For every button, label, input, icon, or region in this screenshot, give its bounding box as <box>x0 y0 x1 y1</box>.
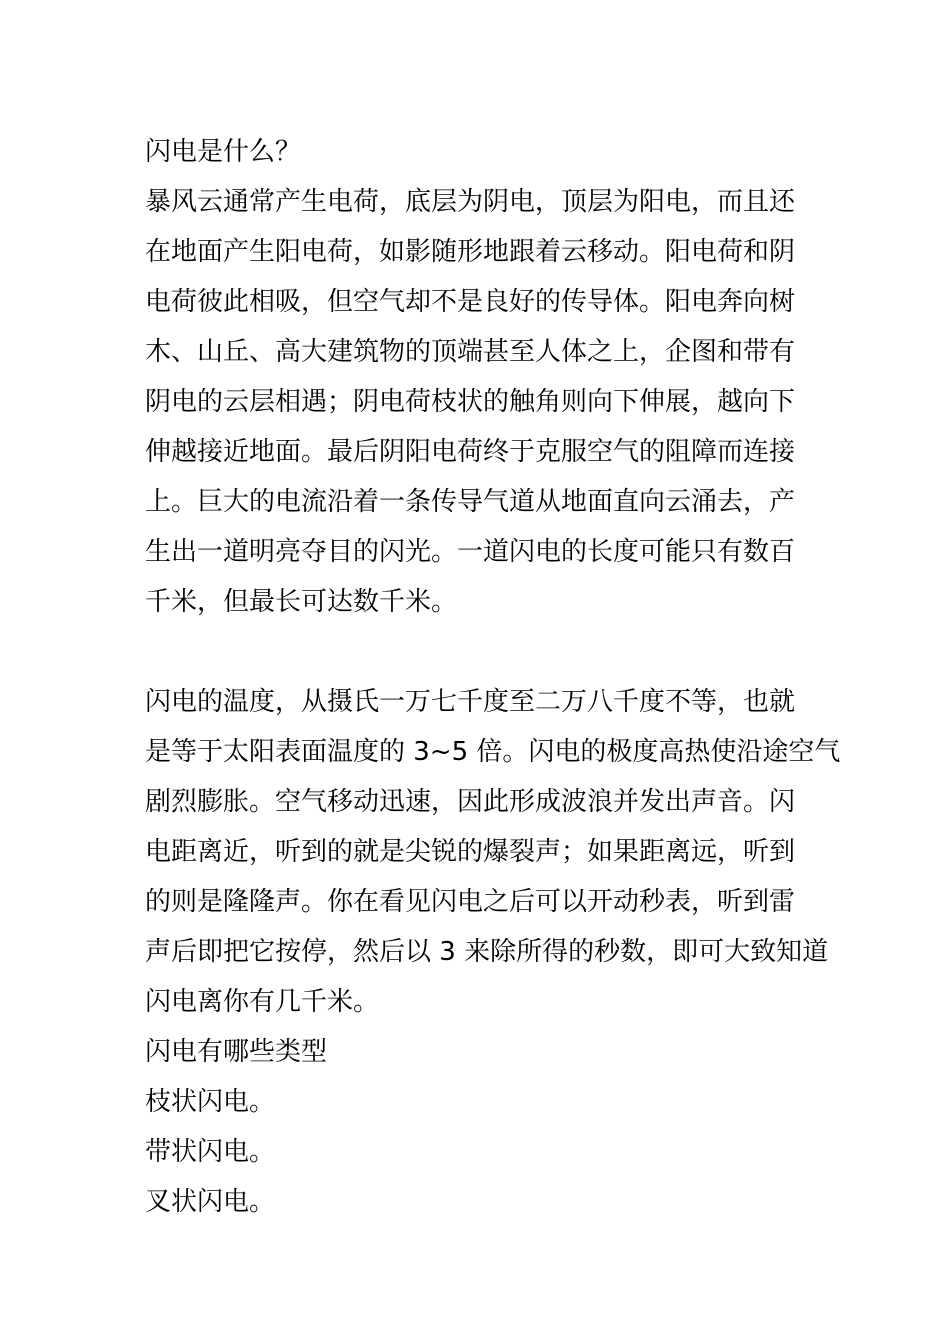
document-body <box>145 127 841 1227</box>
paragraph-line: 木、山丘、高大建筑物的顶端甚至人体之上，企图和带有 <box>145 337 796 367</box>
paragraph-line: 千米，但最长可达数千米。 <box>145 587 458 617</box>
paragraph-lightning-temperature <box>145 677 841 1027</box>
lightning-types-list <box>145 1077 810 1227</box>
paragraph-line: 伸越接近地面。最后阴阳电荷终于克服空气的阻障而连接 <box>145 437 796 467</box>
list-item: 枝状闪电。 <box>145 1087 276 1117</box>
paragraph-line: 剧烈膨胀。空气移动迅速，因此形成波浪并发出声音。闪 <box>145 787 796 817</box>
paragraph-line: 暴风云通常产生电荷，底层为阴电，顶层为阳电，而且还 <box>145 187 796 217</box>
section-heading-lightning-types: 闪电有哪些类型 <box>145 1037 328 1067</box>
paragraph-line: 闪电离你有几千米。 <box>145 987 380 1017</box>
paragraph-line: 生出一道明亮夺目的闪光。一道闪电的长度可能只有数百 <box>145 537 796 567</box>
paragraph-lightning-formation <box>145 177 810 627</box>
list-item: 带状闪电。 <box>145 1137 276 1167</box>
paragraph-line: 在地面产生阳电荷，如影随形地跟着云移动。阳电荷和阴 <box>145 237 796 267</box>
paragraph-line: 阴电的云层相遇；阴电荷枝状的触角则向下伸展，越向下 <box>145 387 796 417</box>
paragraph-line: 的则是隆隆声。你在看见闪电之后可以开动秒表，听到雷 <box>145 887 796 917</box>
list-item: 叉状闪电。 <box>145 1187 276 1217</box>
paragraph-line: 电荷彼此相吸，但空气却不是良好的传导体。阳电奔向树 <box>145 287 796 317</box>
section-heading-what-is-lightning: 闪电是什么？ <box>145 137 302 167</box>
paragraph-line: 闪电的温度，从摄氏一万七千度至二万八千度不等，也就 <box>145 687 796 717</box>
paragraph-line: 是等于太阳表面温度的 3~5 倍。闪电的极度高热使沿途空气 <box>145 737 841 767</box>
paragraph-line: 电距离近，听到的就是尖锐的爆裂声；如果距离远，听到 <box>145 837 796 867</box>
paragraph-spacer <box>145 627 810 677</box>
paragraph-line: 声后即把它按停，然后以 3 来除所得的秒数，即可大致知道 <box>145 937 829 967</box>
paragraph-line: 上。巨大的电流沿着一条传导气道从地面直向云涌去，产 <box>145 487 796 517</box>
